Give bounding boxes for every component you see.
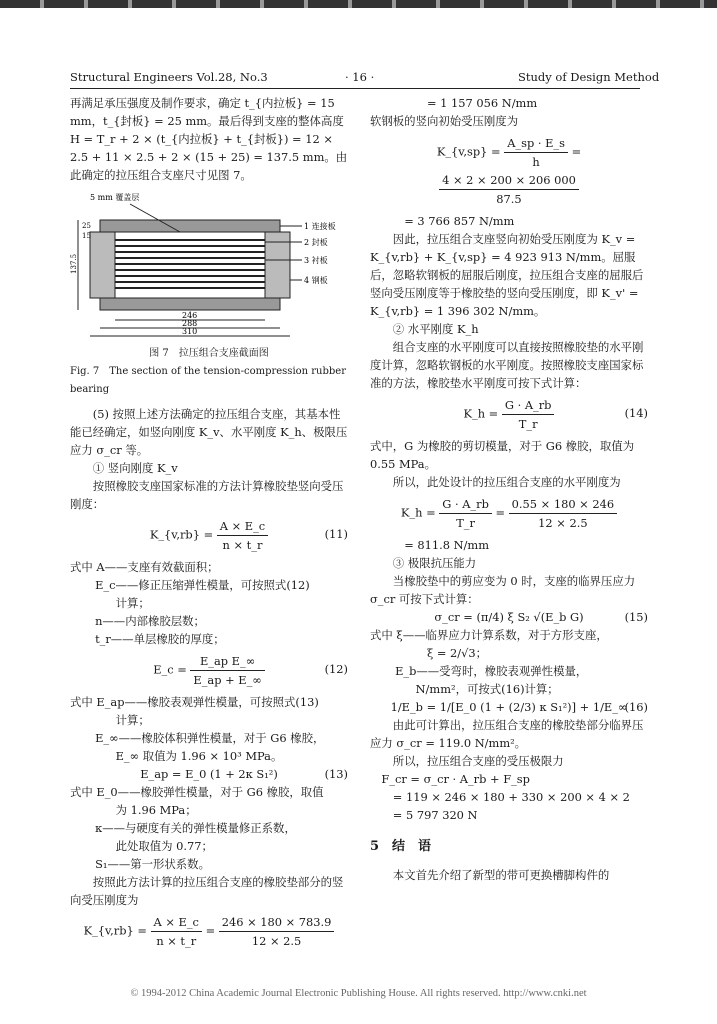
section-header: Study of Design Method: [518, 70, 660, 84]
equation-11: K_{v,rb} = $\frac{A \times E\_c}{n \times t\_r}$ (11): [149, 519, 348, 552]
equation-16: 1/E_b = 1/[E_0 (1 + (2/3) κ S₁²)] + 1/E_∞ (16): [390, 700, 648, 714]
left-paragraph-3: 按照橡胶支座国家标准的方法计算橡胶垫竖向受压刚度：: [70, 479, 344, 511]
equation-15: σ_cr = (π/4) ξ S₂ √(E_b G) (15): [434, 610, 648, 624]
where-item: 为 1.96 MPa；: [115, 803, 197, 817]
right-column: [370, 94, 648, 884]
figure-caption-en: Fig. 7 The section of the tension-compression rubber bearing: [70, 366, 347, 395]
equation-13: E_ap = E_0 (1 + 2κ S₁²) (13): [140, 767, 348, 781]
right-paragraph-3: 组合支座的水平刚度可以直接按照橡胶垫的水平刚度计算，忽略软钢板的水平刚度。按照橡胶支座国家标准的方法，橡胶垫水平刚度可按下式计算：: [370, 340, 644, 390]
where-block-2: 式中 E_ap——橡胶表观弹性模量，可按照式(13): [70, 695, 319, 709]
right-paragraph-4: 式中，G 为橡胶的剪切模量，对于 G6 橡胶，取值为 0.55 MPa。: [370, 439, 635, 471]
where-item: 计算；: [115, 596, 150, 610]
subhead-vertical-stiffness: ① 竖向刚度 K_v: [92, 461, 178, 475]
figure-7: [70, 190, 348, 399]
equation-fcr-step: = 119 × 246 × 180 + 330 × 200 × 4 × 2: [392, 790, 630, 804]
left-steel-plate: [90, 232, 115, 298]
page-number: · 16 ·: [345, 70, 375, 84]
where-item: n——内部橡胶层数；: [95, 614, 205, 628]
scan-top-edge: [0, 0, 717, 8]
dim-246: 246: [182, 311, 198, 320]
left-paragraph-4: 按照此方法计算的拉压组合支座的橡胶垫部分的竖向受压刚度为: [70, 875, 344, 907]
left-paragraph-1: 再满足承压强度及制作要求，确定 t_{内拉板} = 15 mm，t_{封板} = 25 mm。最后得到支座的整体高度 H = T_r + 2 × (t_{内拉板} + t_{封板}) = 12 × 2.5 + 11 × 2.5 + 2 × (15 + 25) = 137.5 mm。由此确定的拉压组合支座尺寸见图 7。: [70, 96, 348, 182]
where-item: N/mm²，可按式(16)计算；: [415, 682, 559, 696]
where-item: S₁——第一形状系数。: [95, 857, 210, 871]
where-item: E_b——受弯时，橡胶表观弹性模量，: [395, 664, 588, 678]
where-block-1: 式中 A——支座有效截面积；: [70, 560, 219, 574]
cover-label: 5 mm 覆盖层: [90, 193, 140, 202]
equation-number-14: (14): [624, 406, 648, 420]
where-block-4: 式中 ξ——临界应力计算系数，对于方形支座，: [370, 628, 608, 642]
result-kv-sp: = 3 766 857 N/mm: [404, 214, 515, 228]
right-paragraph-8: 所以，拉压组合支座的受压极限力: [392, 754, 564, 768]
callout-4: 4 钢板: [304, 276, 328, 285]
subhead-ultimate-capacity: ③ 极限抗压能力: [392, 556, 477, 570]
callout-2: 2 封板: [304, 238, 328, 247]
right-paragraph-1: 软钢板的竖向初始受压刚度为: [370, 114, 519, 128]
equation-12: E_c = $\frac{\text{E\_ap E\_∞}}{E\_ap + E\_\infty}$ (12): [153, 654, 348, 687]
where-item: ξ = 2/√3；: [427, 646, 488, 660]
equation-fcr: F_cr = σ_cr · A_rb + F_sp: [381, 772, 530, 786]
right-paragraph-5: 所以，此处设计的拉压组合支座的水平刚度为: [392, 475, 621, 489]
equation-kv-rb: K_{v,rb} = $\frac{A \times E\_c}{n \times t\_r}$ = $\frac{246 \times 180 \times 783.9}{12 \times 2.5}$: [70, 913, 348, 950]
where-item: E_∞ 取值为 1.96 × 10³ MPa。: [115, 749, 283, 763]
top-connecting-plate: [100, 220, 280, 232]
journal-header: Structural Engineers Vol.28, No.3: [70, 70, 268, 84]
result-fcr: = 5 797 320 N: [392, 808, 478, 822]
figure-caption-cn: 图 7 拉压组合支座截面图: [149, 348, 269, 359]
where-item: κ——与硬度有关的弹性模量修正系数，: [95, 821, 296, 835]
copyright-footer: © 1994-2012 China Academic Journal Electronic Publishing House. All rights reserved. http://www.cnki.net: [130, 988, 587, 999]
where-item: E_∞——橡胶体积弹性模量，对于 G6 橡胶，: [95, 731, 325, 745]
where-item: t_r——单层橡胶的厚度；: [95, 632, 225, 646]
equation-number-15: (15): [624, 610, 648, 624]
left-paragraph-2: (5) 按照上述方法确定的拉压组合支座，其基本性能已经确定，如竖向刚度 K_v、水平刚度 K_h、极限压应力 σ_cr 等。: [70, 407, 348, 457]
bearing-section-drawing: [70, 190, 348, 340]
dim-310: 310: [182, 327, 198, 336]
where-block-3: 式中 E_0——橡胶弹性模量，对于 G6 橡胶，取值: [70, 785, 324, 799]
left-column: [70, 94, 348, 954]
equation-number-16: (16): [624, 700, 648, 714]
result-kh: = 811.8 N/mm: [404, 538, 489, 552]
bottom-connecting-plate: [100, 298, 280, 310]
result-kv-rb: = 1 157 056 N/mm: [427, 96, 538, 110]
where-item: 此处取值为 0.77；: [115, 839, 213, 853]
right-paragraph-7: 由此可计算出，拉压组合支座的橡胶垫部分临界压应力 σ_cr = 119.0 N/mm²。: [370, 718, 644, 750]
dim-288: 288: [182, 319, 198, 328]
callout-3: 3 衬板: [304, 256, 328, 265]
subhead-horizontal-stiffness: ② 水平刚度 K_h: [392, 322, 479, 336]
header-rule: [70, 88, 640, 89]
where-item: 计算；: [115, 713, 150, 727]
equation-14: K_h = $\frac{G \cdot A\_rb}{T\_r}$ (14): [463, 398, 648, 431]
equation-number-12: (12): [324, 662, 348, 676]
section-5-heading: 5 结 语: [370, 839, 432, 854]
dim-137-5: 137.5: [70, 253, 78, 274]
equation-number-11: (11): [324, 527, 348, 541]
equation-number-13: (13): [324, 767, 348, 781]
conclusion-paragraph: 本文首先介绍了新型的带可更换槽脚构件的: [392, 868, 610, 882]
dim-25: 25: [82, 222, 91, 230]
dim-15: 15: [82, 232, 91, 240]
equation-kv-sp: K_{v,sp} = $\frac{A\_sp \cdot E\_s}{h}$ = $\frac{4 \times 2 \times 200 \times 206 000}{87.5}$: [436, 136, 582, 206]
right-paragraph-2: 因此，拉压组合支座竖向初始受压刚度为 K_v = K_{v,rb} + K_{v,sp} = 4 923 913 N/mm。屈服后，忽略软钢板的屈服后刚度，拉压组合支座的屈服后竖向受压刚度等于橡胶垫的竖向受压刚度，即 K_v' = K_{v,rb} = 1 396 302 N/mm。: [370, 232, 644, 318]
equation-kh: K_h = $\frac{G \cdot A\_rb}{T\_r}$ = $\frac{0.55 \times 180 \times 246}{12 \times 2.5}$: [370, 495, 648, 532]
where-item: E_c——修正压缩弹性模量，可按照式(12): [95, 578, 310, 592]
callout-1: 1 连接板: [304, 222, 336, 231]
right-paragraph-6: 当橡胶垫中的剪应变为 0 时，支座的临界压应力 σ_cr 可按下式计算：: [370, 574, 636, 606]
